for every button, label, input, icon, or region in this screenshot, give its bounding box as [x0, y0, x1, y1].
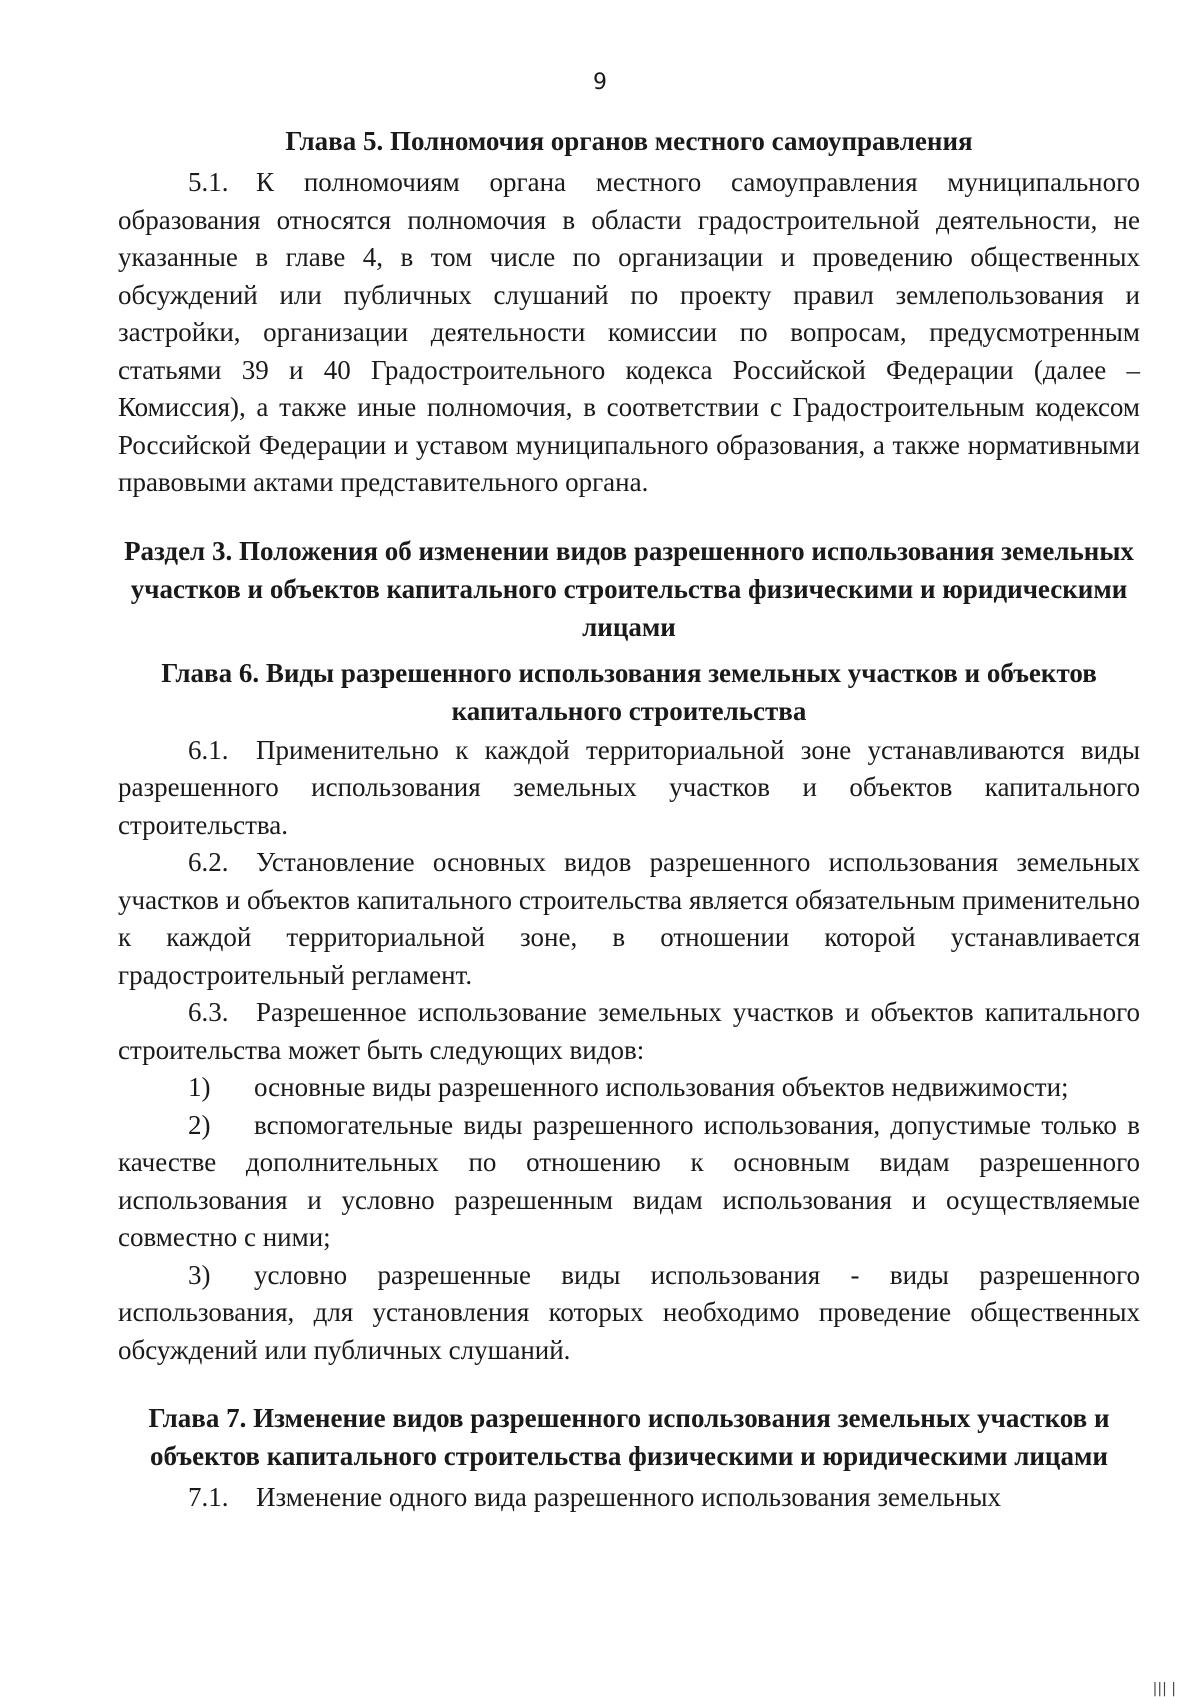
list-item-1 [118, 1069, 1140, 1107]
paragraph-6-3 [118, 994, 1140, 1069]
paragraph-number: 6.1. [188, 734, 229, 765]
paragraph-number: 6.3. [188, 997, 229, 1027]
document-body [118, 122, 1140, 1517]
paragraph-text: К полномочиям органа местного самоуправления муниципального образования относятся полномочия в области градостроительной деятельности, не указанные в главе 4, в том числе по организации и проведению общественных обсуждений или публичных слушаний по проекту правил землепользования и застройки, организации деятельности комиссии по вопросам, предусмотренным статьями 39 и 40 Градостроительного кодекса Российской Федерации (далее – Комиссия), а также иные полномочия, в соответствии с Градостроительным кодексом Российской Федерации и уставом муниципального образования, а также нормативными правовыми актами представительного органа. [118, 167, 1140, 497]
paragraph-text: Разрешенное использование земельных участков и объектов капитального строительства может быть следующих видов: [118, 997, 1140, 1065]
paragraph-number: 6.2. [188, 847, 229, 877]
chapter-5-heading: Глава 5. Полномочия органов местного самоуправления [285, 126, 973, 156]
list-item-text: основные виды разрешенного использования объектов недвижимости; [254, 1072, 1069, 1102]
paragraph-7-1 [118, 1479, 1140, 1517]
scan-edge-marks: ||| | [1152, 1681, 1176, 1697]
list-item-2 [118, 1107, 1140, 1257]
paragraph-5-1 [118, 164, 1140, 502]
list-item-number: 3) [188, 1259, 211, 1290]
list-item-3 [118, 1257, 1140, 1370]
list-item-number: 1) [188, 1072, 211, 1102]
paragraph-number: 7.1. [188, 1482, 229, 1512]
paragraph-number: 5.1. [188, 167, 229, 197]
chapter-6-heading: Глава 6. Виды разрешенного использования земельных участков и объектов капитального строительства [161, 657, 1097, 726]
paragraph-text: Установление основных видов разрешенного использования земельных участков и объектов капитального строительства является обязательным применительно к каждой территориальной зоне, в отношении которой устанавливается градостроительный регламент. [118, 847, 1140, 990]
list-item-number: 2) [188, 1109, 211, 1140]
paragraph-text: Изменение одного вида разрешенного использования земельных [256, 1482, 1001, 1512]
paragraph-6-1 [118, 732, 1140, 845]
list-item-text: условно разрешенные виды использования - виды разрешенного использования, для установления которых необходимо проведение общественных обсуждений или публичных слушаний. [118, 1259, 1140, 1365]
paragraph-6-2 [118, 844, 1140, 994]
section-3-heading: Раздел 3. Положения об изменении видов разрешенного использования земельных участков и объектов капитального строительства физическими и юридическими лицами [124, 535, 1134, 642]
list-item-text: вспомогательные виды разрешенного использования, допустимые только в качестве дополнительных по отношению к основным видам разрешенного использования и условно разрешенным видам использования и осуществляемые совместно с ними; [118, 1109, 1140, 1252]
page-number: 9 [593, 70, 607, 95]
chapter-7-heading: Глава 7. Изменение видов разрешенного использования земельных участков и объектов капитального строительства физическими и юридическими лицами [148, 1403, 1110, 1471]
paragraph-text: Применительно к каждой территориальной зоне устанавливаются виды разрешенного использования земельных участков и объектов капитального строительства. [118, 734, 1140, 840]
